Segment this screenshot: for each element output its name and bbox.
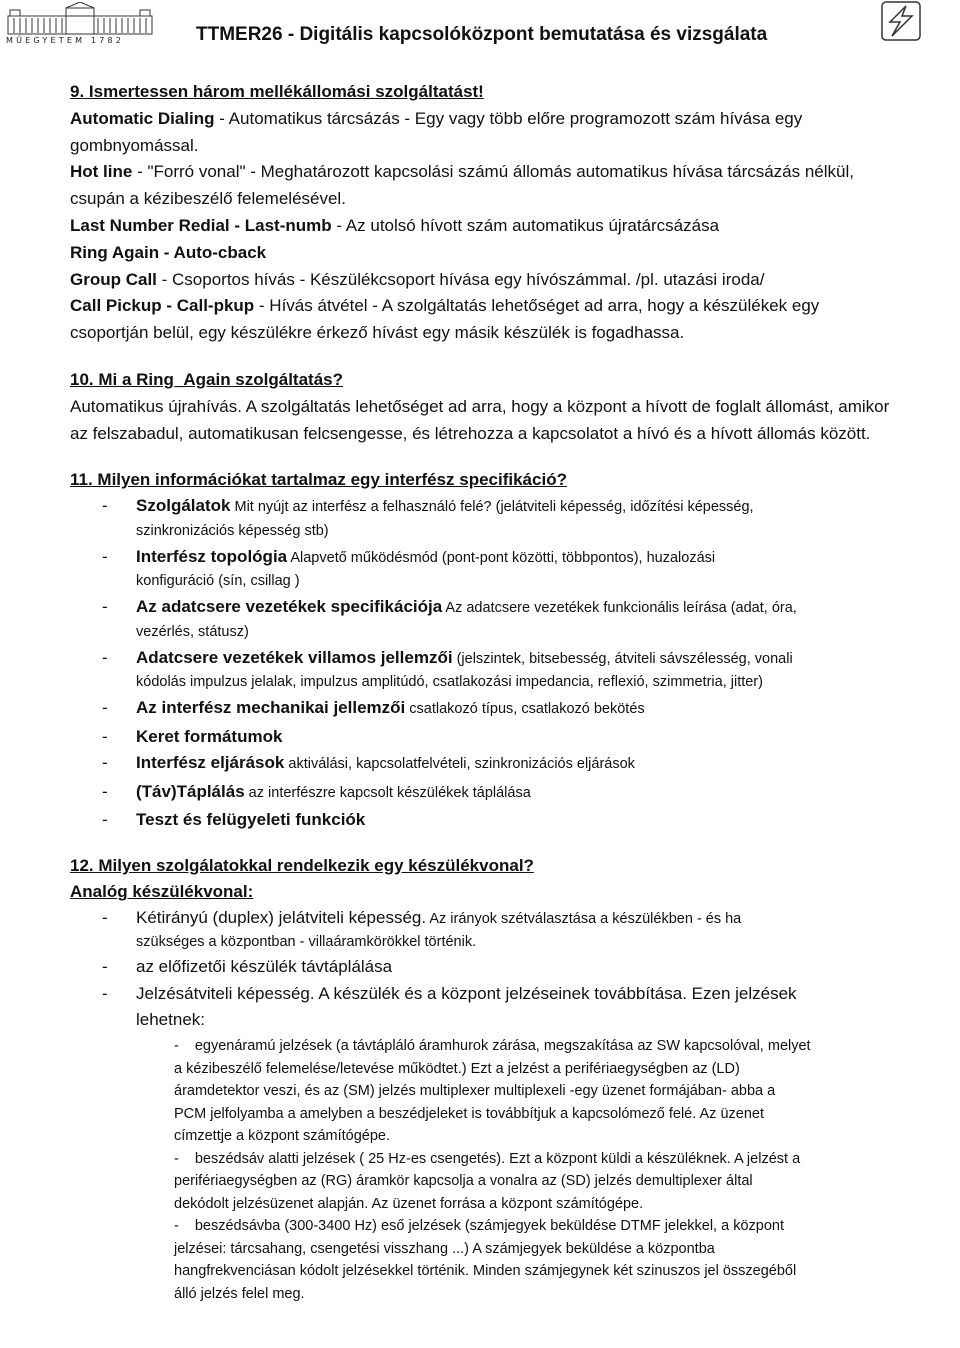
q9-item-6: Call Pickup - Call-pkup - Hívás átvétel - A szolgáltatás lehetőséget ad arra, hogy a készülékek egy csoportján belül, egy készülékre érkező hívást egy másik készülék is fogadhassa. [70,296,820,343]
q11-item-6: - Keret formátumok [70,725,900,749]
q10-heading: 10. Mi a Ring_Again szolgáltatás? [70,369,344,389]
q11-item-1: - Szolgálatok Mit nyújt az interfész a felhasználó felé? (jelátviteli képesség, időzítési képesség, szinkronizációs képesség stb) [70,494,900,542]
q9-item-4: Ring Again - Auto-cback [70,242,267,262]
q12-item-1: - Kétirányú (duplex) jelátviteli képesség. Az irányok szétválasztása a készülékben - és ha szükséges a központban - villaáramkörökkel történik. [70,906,900,953]
page-header [0,0,960,52]
q12-list [70,906,900,1033]
lightning-logo-icon [880,0,922,42]
q11-item-3: - Az adatcsere vezetékek specifikációja Az adatcsere vezetékek funkcionális leírása (adat, óra, vezérlés, státusz) [70,595,900,643]
q9-heading: 9. Ismertessen három mellékállomási szolgáltatást! [70,82,484,101]
signal-item-2: - beszédsáv alatti jelzések ( 25 Hz-es csengetés). Ezt a központ küldi a készüléknek. A jelzést a perifériaegységben az (RG) áramkör kapcsolja a vonalra az (SD) jelzés demultiplexer által dekódolt jelzésüzenet alapján. Az üzenet forrása a központ számítógépe. [174,1150,801,1212]
header-title: TTMER26 - Digitális kapcsolóközpont bemutatása és vizsgálata [196,24,768,45]
q9-item-1: Automatic Dialing - Automatikus tárcsázás - Egy vagy több előre programozott szám hívása egy gombnyomással. [70,108,803,155]
q11-item-8: - (Táv)Táplálás az interfészre kapcsolt készülékek táplálása [70,780,900,806]
q11-item-5: - Az interfész mechanikai jellemzői csatlakozó típus, csatlakozó bekötés [70,696,900,722]
q9-item-3: Last Number Redial - Last-numb - Az utolsó hívott szám automatikus újratárcsázása [70,215,720,235]
q11-list [70,494,900,832]
q11-item-2: - Interfész topológia Alapvető működésmód (pont-pont közötti, többpontos), huzalozási konfiguráció (sín, csillag ) [70,545,900,593]
q11-item-4: - Adatcsere vezetékek villamos jellemzői (jelszintek, bitsebesség, átviteli sávszélesség, vonali kódolás impulzus jelalak, impulzus amplitúdó, csatlakozási impedancia, reflexió, szimmetria, jitter) [70,646,900,694]
document-body [70,79,900,1305]
signal-list [70,1035,900,1305]
q10-text: Automatikus újrahívás. A szolgáltatás lehetőséget ad arra, hogy a központ a hívott de foglalt állomást, amikor az felszabadul, automatikusan felcsengesse, és létrehozza a kapcsolatot a hívó és a hívott állomás között. [70,396,890,443]
q12-heading: 12. Milyen szolgálatokkal rendelkezik egy készülékvonal? [70,855,534,875]
q9-item-2: Hot line - "Forró vonal" - Meghatározott kapcsolási számú állomás automatikus hívása tárcsázás nélkül, csupán a kézibeszélő felemelésével. [70,162,854,209]
q12-item-3: - Jelzésátviteli képesség. A készülék és a központ jelzéseinek továbbítása. Ezen jelzések lehetnek: [70,981,900,1033]
q11-item-7: - Interfész eljárások aktiválási, kapcsolatfelvételi, szinkronizációs eljárások [70,751,900,777]
q11-item-9: - Teszt és felügyeleti funkciók [70,808,900,832]
q11-heading: 11. Milyen információkat tartalmaz egy interfész specifikáció? [70,470,567,490]
signal-item-1: - egyenáramú jelzések (a távtápláló áramhurok zárása, megszakítása az SW kapcsolóval, melyet a kézibeszélő felemelése/letevése működtet.) Ezt a jelzést a perifériaegységben az (LD) áramdetektor veszi, és az (SM) jelzés multiplexer multiplexeli -egy üzenet formájában- abba a PCM jelfolyamba a amelyben a beszédjeleket is továbbítjuk a kapcsolómező felé. Az üzenet címzettje a központ számítógépe. [174,1038,811,1145]
q9-item-5: Group Call - Csoportos hívás - Készülékcsoport hívása egy hívószámmal. /pl. utazási iroda/ [70,269,765,289]
q12-subheading: Analóg készülékvonal: [70,882,254,902]
signal-item-3: - beszédsávba (300-3400 Hz) eső jelzések (számjegyek beküldése DTMF jelekkel, a központ jelzései: tárcsahang, csengetési visszhang ...) A számjegyek beküldése a központba hangfrekvenciásan kódolt jelzésekkel történik. Minden számjegynek két szinuszos jel összegéből álló jelzés felel meg. [174,1218,797,1302]
q12-item-2: - az előfizetői készülék távtáplálása [70,953,900,981]
logo-text: MŰEGYETEM 1782 [6,36,125,45]
